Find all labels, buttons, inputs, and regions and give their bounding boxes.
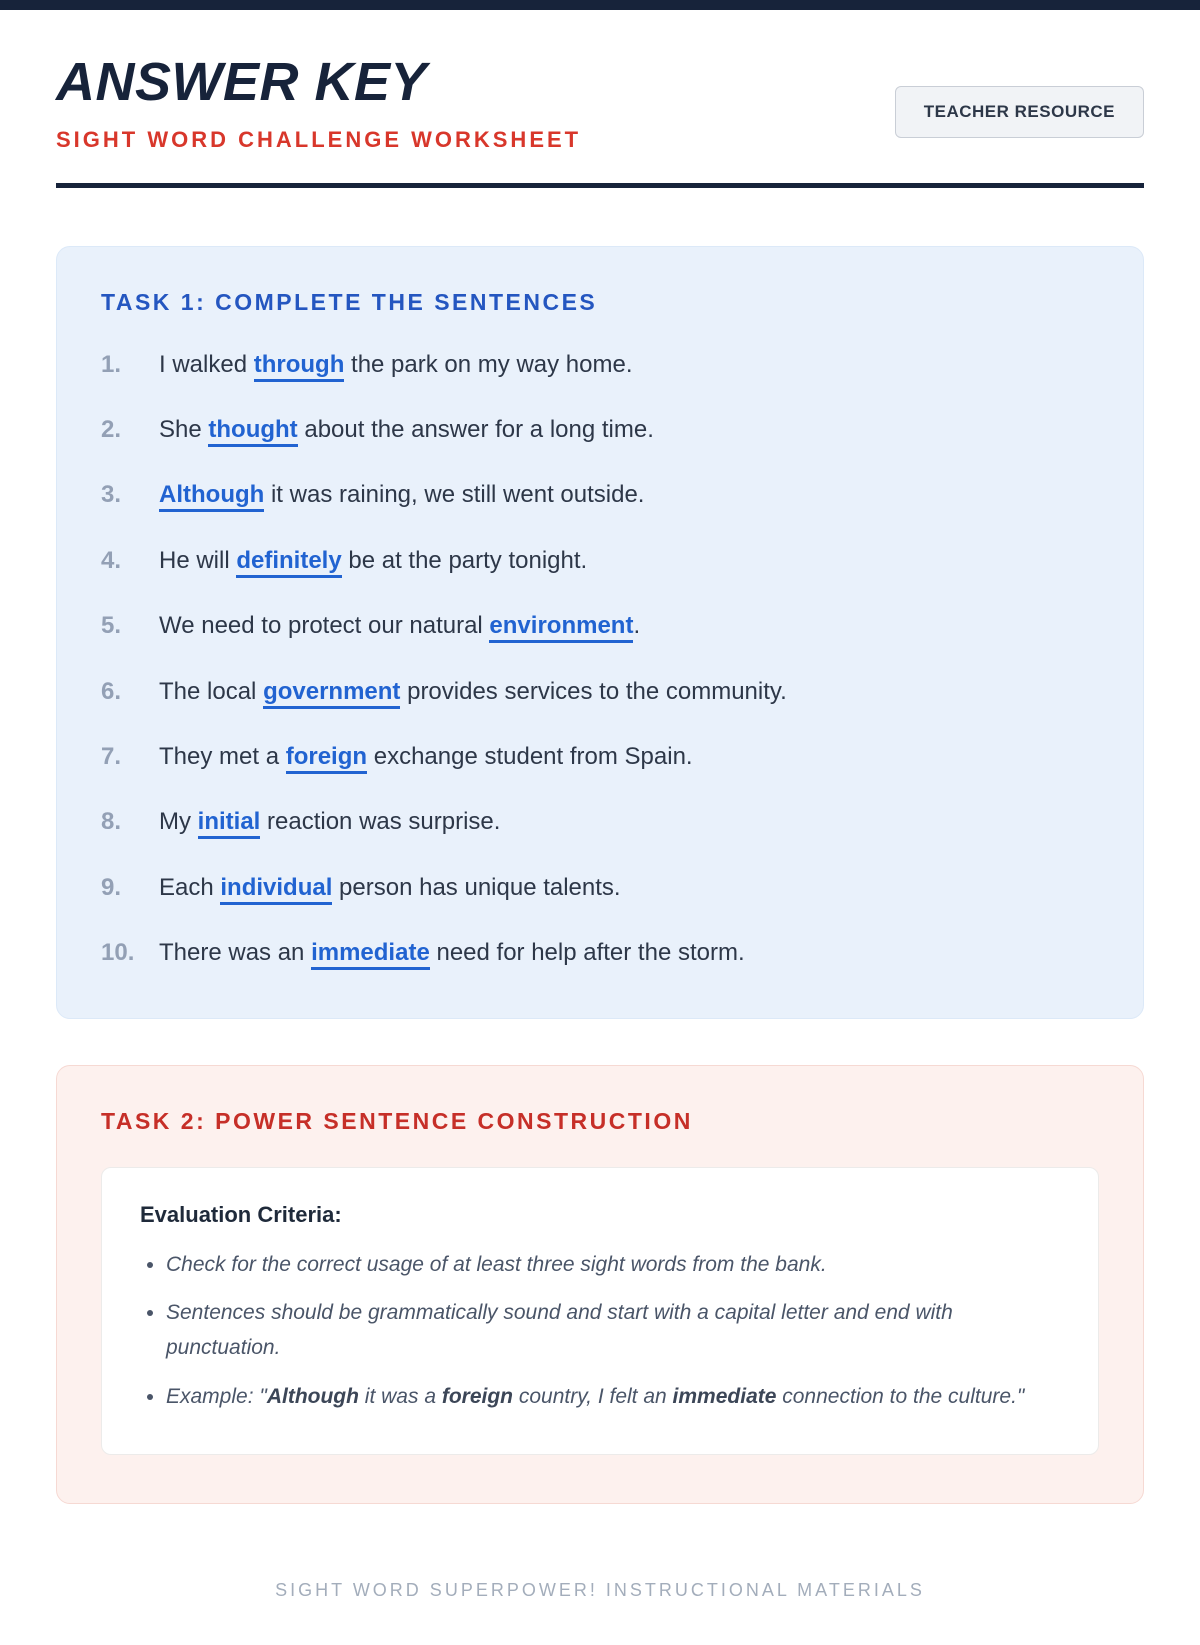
answer-item bbox=[101, 545, 1099, 577]
answer-word: definitely bbox=[236, 547, 341, 578]
criteria-seg: country, I felt an bbox=[513, 1384, 673, 1408]
item-number: 3. bbox=[101, 481, 122, 509]
sentence-post: be at the party tonight. bbox=[341, 546, 588, 574]
task1-title: TASK 1: COMPLETE THE SENTENCES bbox=[101, 288, 598, 315]
item-number: 9. bbox=[101, 873, 122, 901]
criteria-item bbox=[166, 1296, 1060, 1365]
sentence-pre: He will bbox=[159, 546, 237, 574]
criteria-seg: it was a bbox=[358, 1384, 442, 1408]
page-title: ANSWER KEY bbox=[56, 52, 428, 112]
criteria-text bbox=[166, 1385, 1024, 1408]
sentence-post: . bbox=[633, 612, 641, 640]
answer-item bbox=[101, 414, 1099, 446]
item-sentence bbox=[159, 479, 644, 511]
task1-answer-list bbox=[101, 349, 1099, 970]
item-sentence bbox=[159, 806, 500, 838]
criteria-bold-word: immediate bbox=[672, 1384, 777, 1408]
sentence-post: person has unique talents. bbox=[332, 873, 621, 901]
page-subtitle: SIGHT WORD CHALLENGE WORKSHEET bbox=[56, 126, 582, 152]
item-sentence bbox=[159, 349, 633, 381]
header bbox=[56, 54, 1144, 153]
item-number: 10. bbox=[101, 939, 135, 967]
criteria-list bbox=[140, 1248, 1060, 1415]
sentence-post: it was raining, we still went outside. bbox=[264, 481, 645, 509]
criteria-text: Sentences should be grammatically sound and start with a capital letter and end with punctuation. bbox=[166, 1301, 953, 1359]
task2-card bbox=[56, 1065, 1144, 1505]
sentence-pre: We need to protect our natural bbox=[159, 612, 490, 640]
sentence-pre: I walked bbox=[159, 350, 254, 378]
sentence-pre: The local bbox=[159, 677, 264, 705]
footer-text: SIGHT WORD SUPERPOWER! INSTRUCTIONAL MATERIALS bbox=[275, 1580, 925, 1601]
criteria-seg: connection to the culture." bbox=[776, 1384, 1025, 1408]
item-number: 6. bbox=[101, 677, 122, 705]
answer-item bbox=[101, 872, 1099, 904]
answer-word: foreign bbox=[286, 743, 367, 774]
criteria-bold-word: Although bbox=[266, 1384, 359, 1408]
answer-item bbox=[101, 741, 1099, 773]
item-sentence bbox=[159, 414, 654, 446]
sentence-pre: My bbox=[159, 808, 198, 836]
sentence-pre: She bbox=[159, 416, 209, 444]
item-sentence bbox=[159, 741, 693, 773]
answer-word: Although bbox=[159, 481, 264, 512]
item-sentence bbox=[159, 545, 587, 577]
answer-item bbox=[101, 349, 1099, 381]
answer-word: environment bbox=[489, 612, 633, 643]
answer-word: individual bbox=[220, 874, 332, 905]
header-divider bbox=[56, 183, 1144, 188]
criteria-item bbox=[166, 1380, 1060, 1415]
item-number: 1. bbox=[101, 350, 122, 378]
worksheet-page bbox=[0, 54, 1200, 1645]
item-number: 7. bbox=[101, 743, 122, 771]
criteria-text: Check for the correct usage of at least three sight words from the bank. bbox=[166, 1252, 827, 1276]
sentence-post: need for help after the storm. bbox=[429, 939, 745, 967]
criteria-item bbox=[166, 1248, 1060, 1283]
teacher-resource-badge: TEACHER RESOURCE bbox=[895, 86, 1144, 138]
sentence-post: provides services to the community. bbox=[400, 677, 787, 705]
sentence-post: exchange student from Spain. bbox=[367, 743, 693, 771]
task1-card bbox=[56, 246, 1144, 1019]
answer-item bbox=[101, 676, 1099, 708]
item-sentence bbox=[159, 872, 621, 904]
sentence-pre: Each bbox=[159, 873, 221, 901]
item-sentence bbox=[159, 937, 745, 969]
answer-item bbox=[101, 806, 1099, 838]
answer-word: government bbox=[263, 678, 400, 709]
answer-item bbox=[101, 610, 1099, 642]
item-number: 2. bbox=[101, 416, 122, 444]
criteria-seg: Example: " bbox=[166, 1384, 267, 1408]
header-titles bbox=[56, 54, 581, 153]
criteria-title: Evaluation Criteria: bbox=[140, 1201, 342, 1227]
item-number: 8. bbox=[101, 808, 122, 836]
answer-word: thought bbox=[208, 416, 297, 447]
answer-word: immediate bbox=[311, 939, 430, 970]
sentence-post: reaction was surprise. bbox=[260, 808, 501, 836]
item-number: 5. bbox=[101, 612, 122, 640]
answer-word: initial bbox=[198, 808, 261, 839]
evaluation-criteria-card bbox=[101, 1167, 1099, 1456]
sentence-post: about the answer for a long time. bbox=[297, 416, 654, 444]
criteria-bold-word: foreign bbox=[441, 1384, 514, 1408]
top-accent-bar bbox=[0, 0, 1200, 10]
sentence-pre: They met a bbox=[159, 743, 286, 771]
item-sentence bbox=[159, 610, 640, 642]
task2-title: TASK 2: POWER SENTENCE CONSTRUCTION bbox=[101, 1107, 693, 1134]
answer-word: through bbox=[254, 351, 345, 382]
answer-item bbox=[101, 479, 1099, 511]
sentence-pre: There was an bbox=[159, 939, 312, 967]
sentence-post: the park on my way home. bbox=[344, 350, 633, 378]
item-sentence bbox=[159, 676, 787, 708]
answer-item bbox=[101, 937, 1099, 969]
item-number: 4. bbox=[101, 546, 122, 574]
